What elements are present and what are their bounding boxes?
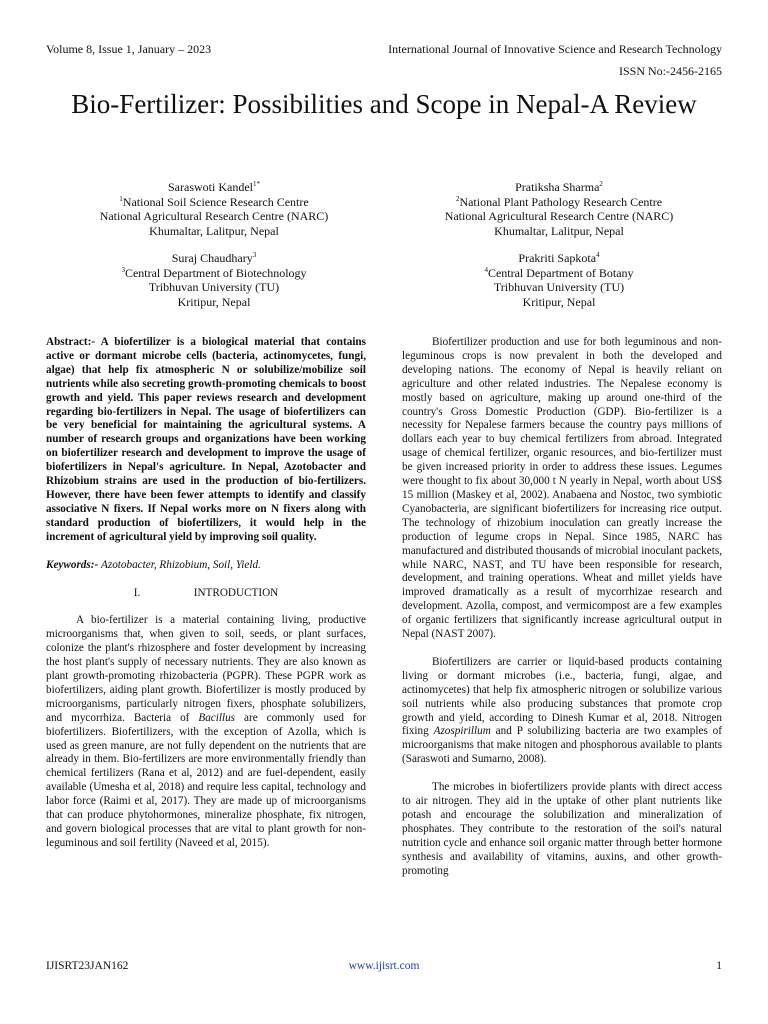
author-affiliation-org: National Agricultural Research Centre (NARC) (444, 209, 674, 223)
author-affiliation: Central Department of Botany (487, 265, 634, 280)
author-block-1 (49, 180, 379, 238)
author-name: Suraj Chaudhary (171, 251, 253, 265)
author-location: Khumaltar, Lalitpur, Nepal (149, 223, 279, 238)
intro-text: Biofertilizers are carrier or liquid-based products containing living or dormant microbes (i.e., bacteria, fungi, algae, and actinomycetes) that help fix atmospheric nitrogen or solubilize various soil nutrients while also producing substances that promote crop growth and yield, according to Dinesh Kumar et al, 2018. Nitrogen fixing (402, 655, 722, 738)
intro-paragraph-3 (402, 656, 722, 767)
paragraph-gap (402, 767, 722, 781)
footer-paper-id: IJISRT23JAN162 (46, 960, 129, 972)
author-location: Kritipur, Nepal (522, 294, 596, 309)
author-block-3 (49, 251, 379, 309)
intro-text: and P solubilizing bacteria are two examples of microorganisms that make nitogen and phosphorous available to plants (Saraswoti and Sumarno, 2008). (402, 725, 722, 766)
footer-website-link[interactable]: www.ijisrt.com (348, 960, 420, 972)
author-affiliation-org: National Agricultural Research Centre (NARC) (99, 209, 329, 223)
issn-header: ISSN No:-2456-2165 (618, 64, 722, 78)
abstract-text: Abstract:- A biofertilizer is a biological material that contains active or dormant microbe cells (bacteria, actinomycetes, fungi, algae) that help fix atmospheric N or solubilize/mobilize soil nutrients while also secreting growth-promoting chemicals to boost growth and yield. This paper reviews research and development regarding bio-fertilizers in Nepal. The usage of biofertilizers can be very beneficial for maintaining the agricultural systems. A number of research groups and organizations have been working on biofertilizer research and development to improve the usage of biofertilizers in Nepal's agriculture. In Nepal, Azotobacter and Rhizobium strains are used in the production of bio-fertilizers. However, there have been fewer attempts to identify and classify associative N fixers. If Nepal works more on N fixers along with standard production of biofertilizers, it would help in the increment of agricultural yield by improving soil quality. (46, 336, 366, 543)
author-affiliation-org: Tribhuvan University (TU) (148, 280, 280, 294)
author-affiliation: National Soil Science Research Centre (122, 194, 309, 209)
paragraph-gap (402, 642, 722, 656)
author-block-4 (394, 251, 724, 309)
author-superscript: 3 (252, 251, 257, 259)
author-affiliation-org: Tribhuvan University (TU) (493, 280, 625, 294)
intro-text: are commonly used for biofertilizers. Biofertilizers, with the exception of Azolla, which is used as green manure, are not fully dependent on the nutrients that are already in them. Bio-fertilizers are more environmentally friendly than chemical fertilizers (Rana et al, 2012) and are fuel-dependent, easily available (Umesha et al, 2018) and require less capital, technology and labor force (Raimi et al, 2017). They are made up of microorganisms that can produce phytohormones, mineralize phosphate, fix nitrogen, and govern biological processes that are vital to plant growth for non-leguminous and soil fertility (Naveed et al, 2015). (46, 711, 366, 849)
intro-italic-term: Azospirillum (433, 725, 491, 738)
author-superscript: 4 (596, 251, 600, 259)
intro-italic-term: Bacillus (198, 711, 236, 724)
keywords-label: Keywords:- (46, 558, 99, 571)
right-column (402, 336, 722, 879)
paper-title: Bio-Fertilizer: Possibilities and Scope in Nepal-A Review (71, 89, 697, 119)
author-superscript: 1* (252, 180, 260, 188)
intro-text: A bio-fertilizer is a material containing living, productive microorganisms that, when given to soil, seeds, or plant surfaces, colonize the plant's rhizosphere and foster development by increasing the host plant's supply of necessary nutrients. They are also known as plant growth-promoting rhizobacteria (PGPR). These PGPR work as biofertilizers, aiding plant growth. Biofertilizer is mostly produced by microorganisms, particularly nitrogen fixers, phosphate solubilizers, and mycorrhiza. Bacteria of (46, 614, 366, 724)
volume-issue-header: Volume 8, Issue 1, January – 2023 (46, 42, 212, 56)
author-name: Saraswoti Kandel (168, 180, 253, 194)
author-affiliation: National Plant Pathology Research Centre (459, 194, 663, 209)
author-affiliation: Central Department of Biotechnology (124, 265, 307, 280)
author-block-2 (394, 180, 724, 238)
left-column (46, 336, 366, 851)
author-location: Kritipur, Nepal (177, 294, 251, 309)
section-number: I. (133, 586, 141, 599)
affiliation-superscript: 2 (455, 194, 460, 203)
affiliation-superscript: 4 (484, 265, 488, 274)
intro-paragraph-1 (46, 614, 366, 850)
author-superscript: 2 (599, 180, 603, 188)
keywords (46, 559, 366, 573)
journal-name-header: International Journal of Innovative Science and Research Technology (388, 42, 722, 56)
footer-page-number: 1 (716, 960, 722, 972)
intro-paragraph-4: The microbes in biofertilizers provide plants with direct access to air nitrogen. They aid in the uptake of other plant nutrients like potash and encourage the solubilization and mineralization of phosphates. They contribute to the restoration of the soil's natural nutrition cycle and enhance soil organic matter through better hormone synthesis and availability of vitamins, auxins, and other growth-promoting (402, 781, 722, 877)
author-name: Pratiksha Sharma (515, 180, 600, 194)
intro-paragraph-2: Biofertilizer production and use for both leguminous and non-leguminous crops is now prevalent in both the developed and developing nations. The economy of Nepal is heavily reliant on agriculture and other related industries. The Nepalese economy is mostly based on agriculture, making up around one-third of the country's Gross Domestic Production (GDP). Bio-fertilizer is a necessity for Nepalese farmers because the country pays millions of dollars each year to buy chemical fertilizers from abroad. Integrated usage of chemical fertilizer, organic resources, and bio-fertilizer must be given increased priority in order to address these issues. Legumes were thought to fix about 30,000 t N yearly in Nepal, worth about US$ 15 million (Maskey et al, 2002). Anabaena and Nostoc, two symbiotic Cyanobacteria, are significant biofertilizers for increasing rice output. The technology of rhizobium inoculation can greatly increase the production of legume crops in Nepal. Since 1985, NARC has manufactured and distributed thousands of microbial inoculant packets, while NARC, NAST, and TU have been responsible for research, development, and training operations. Wheat and millet yields have improved dramatically as a result of mycorrhizae research and development. Azolla, compost, and vermicompost are a few examples of organic fertilizers that significantly increase agricultural output in Nepal (NAST 2007). (402, 336, 722, 641)
section-title: INTRODUCTION (193, 586, 279, 599)
author-name: Prakriti Sapkota (518, 251, 597, 265)
section-heading (46, 587, 366, 601)
keywords-value: Azotobacter, Rhizobium, Soil, Yield. (101, 558, 261, 571)
affiliation-superscript: 1 (119, 194, 123, 203)
affiliation-superscript: 3 (121, 265, 125, 274)
author-location: Khumaltar, Lalitpur, Nepal (494, 223, 624, 238)
